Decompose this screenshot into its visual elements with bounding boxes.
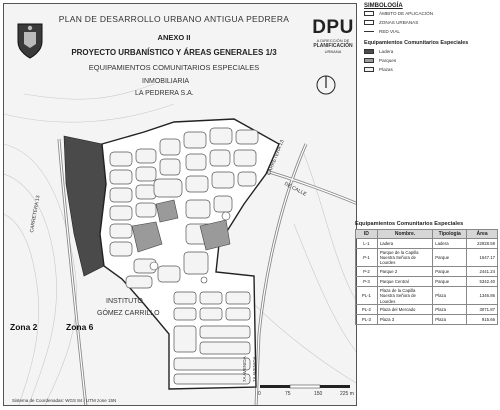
cell-tipologia: Parque bbox=[433, 277, 467, 287]
dpu-line1: A DIRECCIÓN DE bbox=[316, 38, 350, 43]
cell-tipologia: Plaza bbox=[433, 287, 467, 305]
column-header-tipologia: Tipología bbox=[433, 230, 467, 239]
title-block bbox=[44, 14, 304, 72]
cell-tipologia: Ladera bbox=[433, 239, 467, 249]
legend-item-ambito bbox=[364, 9, 498, 18]
scale-label-0: 0 bbox=[258, 391, 261, 397]
dpu-logo bbox=[309, 18, 357, 54]
project-title: PROYECTO URBANÍSTICO Y ÁREAS GENERALES 1/3 bbox=[71, 48, 277, 57]
legend-title: SIMBOLOGÍA bbox=[364, 3, 403, 9]
cell-nombre: Parque 2 bbox=[377, 267, 432, 277]
label-carretera-right: CARRETERA 13 bbox=[266, 139, 286, 177]
table-title: Equipamientos Comunitarios Especiales bbox=[355, 221, 464, 227]
cell-tipologia: Parque bbox=[433, 267, 467, 277]
label-instituto: INSTITUTO bbox=[106, 298, 143, 305]
subtitle: EQUIPAMIENTOS COMUNITARIOS ESPECIALES bbox=[88, 63, 260, 72]
cell-id: P-3 bbox=[356, 277, 378, 287]
legend-item-zonas bbox=[364, 18, 498, 27]
table-row bbox=[356, 287, 498, 305]
cell-tipologia: Parque bbox=[433, 249, 467, 267]
table-row bbox=[356, 305, 498, 315]
cell-nombre: Plaza de la Capilla Nuestra Señora de Lourdes bbox=[377, 287, 432, 305]
cell-tipologia: Plaza bbox=[433, 315, 467, 325]
label-carretera-left: CARRETERA 13 bbox=[29, 195, 42, 234]
cell-nombre: Plaza 3 bbox=[377, 315, 432, 325]
municipal-crest-logo bbox=[14, 20, 46, 60]
legend bbox=[364, 3, 498, 74]
label-inmobiliaria: INMOBILIARIA bbox=[142, 78, 190, 85]
cell-area: 1647.17 bbox=[467, 249, 498, 267]
legend-item-red-vial bbox=[364, 27, 498, 36]
cell-id: PL-2 bbox=[356, 305, 378, 315]
legend-item-label: Parques bbox=[379, 58, 397, 63]
label-zona-2: Zona 2 bbox=[10, 322, 38, 332]
cell-id: P-2 bbox=[356, 267, 378, 277]
legend-eq-title: Equipamientos Comunitarios Especiales bbox=[364, 40, 469, 46]
dpu-line2: PLANIFICACIÓN bbox=[313, 43, 353, 49]
cell-area: 22928.59 bbox=[467, 239, 498, 249]
table-row bbox=[356, 267, 498, 277]
label-road-bottom-2: 7A AVENIDA bbox=[252, 356, 257, 382]
cell-id: PL-1 bbox=[356, 287, 378, 305]
table-row bbox=[356, 239, 498, 249]
annex-label: ANEXO II bbox=[157, 33, 191, 42]
cell-id: PL-3 bbox=[356, 315, 378, 325]
legend-item-label: ZONAS URBANAS bbox=[379, 20, 419, 25]
legend-item-label: Ladera bbox=[379, 49, 394, 54]
label-la-pedrera: LA PEDRERA S.A. bbox=[135, 90, 194, 97]
legend-item-label: Plazas bbox=[379, 67, 393, 72]
cell-area: 1346.86 bbox=[467, 287, 498, 305]
column-header-id: ID bbox=[356, 230, 378, 239]
dpu-line3: URBANA bbox=[324, 49, 342, 54]
map-panel bbox=[3, 3, 357, 406]
cell-id: L-1 bbox=[356, 239, 378, 249]
scale-label-75: 75 bbox=[285, 391, 291, 397]
table-row bbox=[356, 249, 498, 267]
north-arrow bbox=[317, 76, 335, 94]
label-de-calle: DE CALLE bbox=[283, 181, 308, 198]
table-header-row bbox=[356, 230, 498, 239]
column-header-area: Área bbox=[467, 230, 498, 239]
legend-swatch-parques bbox=[364, 58, 374, 63]
coordinate-system: Sistema de Coordenadas: WGS 84 / UTM zone 15N bbox=[12, 398, 117, 403]
legend-item-parques bbox=[364, 56, 498, 65]
dpu-acronym: DPU bbox=[312, 17, 354, 38]
table-row bbox=[356, 315, 498, 325]
cell-id: P-1 bbox=[356, 249, 378, 267]
plan-title: PLAN DE DESARROLLO URBANO ANTIGUA PEDRERA bbox=[58, 14, 290, 24]
legend-swatch-ladera bbox=[364, 49, 374, 54]
cell-nombre: Parque Central bbox=[377, 277, 432, 287]
cell-tipologia: Plaza bbox=[433, 305, 467, 315]
cell-area: 2441.24 bbox=[467, 267, 498, 277]
legend-item-ladera bbox=[364, 47, 498, 56]
cell-nombre: Parque de la Capilla Nuestra Señora de Lourdes bbox=[377, 249, 432, 267]
legend-item-label: ÁMBITO DE APLICACIÓN bbox=[379, 11, 434, 16]
cell-area: 915.66 bbox=[467, 315, 498, 325]
legend-swatch bbox=[364, 20, 374, 25]
label-gomez-carrillo: GÓMEZ CARRILLO bbox=[97, 310, 160, 317]
legend-item-plazas bbox=[364, 65, 498, 74]
legend-item-label: RED VIAL bbox=[379, 29, 400, 34]
table-row bbox=[356, 277, 498, 287]
cell-nombre: Ladera bbox=[377, 239, 432, 249]
legend-swatch-plazas bbox=[364, 67, 374, 72]
cell-nombre: Plaza del Mercado bbox=[377, 305, 432, 315]
scale-label-225: 225 m bbox=[340, 391, 354, 397]
legend-swatch bbox=[364, 11, 374, 16]
column-header-nombre: Nombre. bbox=[377, 230, 432, 239]
label-road-bottom-1: 7A AVENIDA bbox=[242, 356, 247, 382]
label-zona-6: Zona 6 bbox=[66, 322, 94, 332]
legend-line-swatch bbox=[364, 31, 374, 32]
scale-label-150: 150 bbox=[314, 391, 323, 397]
cell-area: 5342.40 bbox=[467, 277, 498, 287]
cell-area: 3071.87 bbox=[467, 305, 498, 315]
scale-bar bbox=[260, 385, 350, 388]
equipamientos-table bbox=[355, 229, 498, 325]
